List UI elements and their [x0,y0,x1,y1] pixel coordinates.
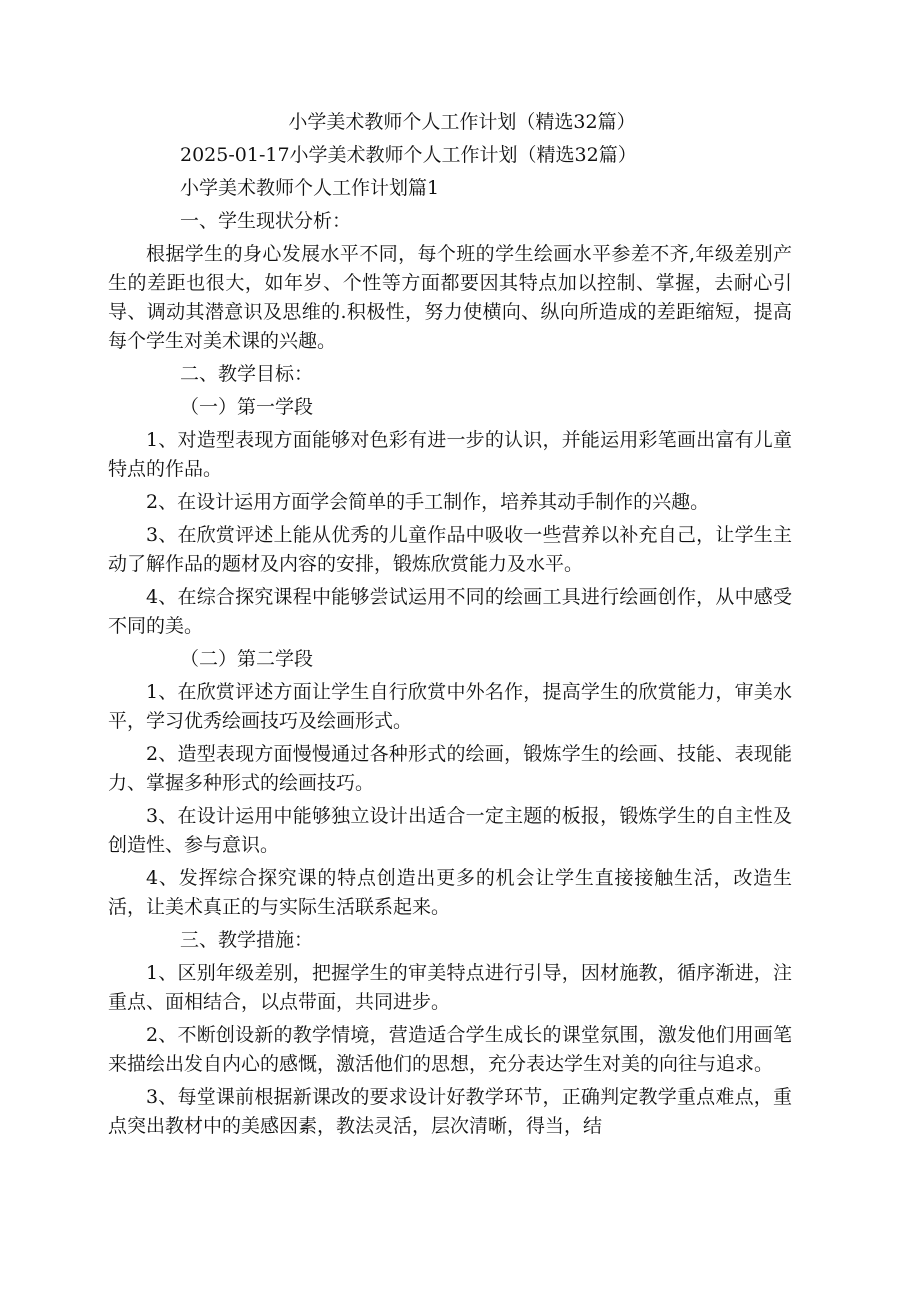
article-title: 小学美术教师个人工作计划篇1 [180,177,440,199]
stage-1-item: 1、对造型表现方面能够对色彩有进一步的认识，并能运用彩笔画出富有儿童特点的作品。 [108,429,792,480]
document-body [108,108,792,1145]
stage-1-heading: （一）第一学段 [180,396,314,418]
section-1-paragraph: 根据学生的身心发展水平不同，每个班的学生绘画水平参差不齐,年级差别产生的差距也很大，如年岁、个性等方面都要因其特点加以控制、掌握，去耐心引导、调动其潜意识及思维的.积极性，努力使横向、纵向所造成的差距缩短，提高每个学生对美术课的兴趣。 [108,243,792,352]
measure-item: 1、区别年级差别，把握学生的审美特点进行引导，因材施教，循序渐进，注重点、面相结合，以点带面，共同进步。 [108,962,792,1013]
document-title: 小学美术教师个人工作计划（精选32篇） [288,111,636,133]
stage-1-item: 4、在综合探究课程中能够尝试运用不同的绘画工具进行绘画创作，从中感受不同的美。 [108,586,792,637]
stage-2-item: 3、在设计运用中能够独立设计出适合一定主题的板报，锻炼学生的自主性及创造性、参与意识。 [108,805,792,856]
stage-2-heading: （二）第二学段 [180,648,314,670]
stage-2-item: 2、造型表现方面慢慢通过各种形式的绘画，锻炼学生的绘画、技能、表现能力、掌握多种形式的绘画技巧。 [108,743,792,794]
section-heading-3: 三、教学措施： [180,929,314,951]
stage-2-item: 4、发挥综合探究课的特点创造出更多的机会让学生直接接触生活，改造生活，让美术真正的与实际生活联系起来。 [108,867,792,918]
section-heading-1: 一、学生现状分析： [180,210,352,232]
stage-2-item: 1、在欣赏评述方面让学生自行欣赏中外名作，提高学生的欣赏能力，审美水平，学习优秀绘画技巧及绘画形式。 [108,681,792,732]
stage-1-item: 3、在欣赏评述上能从优秀的儿童作品中吸收一些营养以补充自己，让学生主动了解作品的题材及内容的安排，锻炼欣赏能力及水平。 [108,524,792,575]
date-line: 2025-01-17小学美术教师个人工作计划（精选32篇） [180,144,637,166]
measure-item: 2、不断创设新的教学情境，营造适合学生成长的课堂氛围，激发他们用画笔来描绘出发自内心的感慨，激活他们的思想，充分表达学生对美的向往与追求。 [108,1024,792,1075]
measure-item: 3、每堂课前根据新课改的要求设计好教学环节，正确判定教学重点难点，重点突出教材中的美感因素，教法灵活，层次清晰，得当，结 [108,1086,792,1137]
stage-1-item: 2、在设计运用方面学会简单的手工制作，培养其动手制作的兴趣。 [146,491,710,513]
section-heading-2: 二、教学目标： [180,363,314,385]
